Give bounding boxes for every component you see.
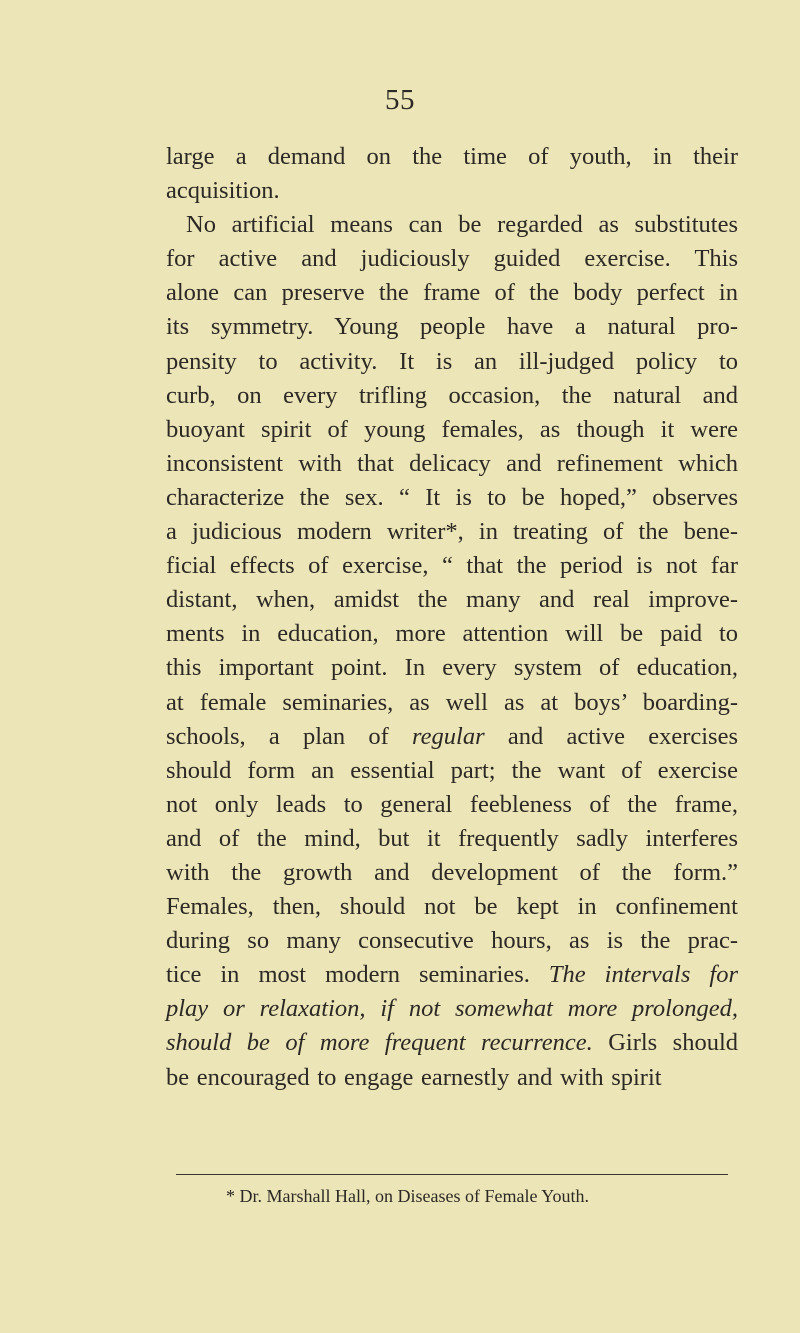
footnote: * Dr. Marshall Hall, on Diseases of Female Youth. [226,1186,589,1206]
text-run: alone can preserve the frame of the body perfect in [166,279,738,307]
text-run: acquisition. [166,177,280,205]
text-run: not only leads to general feebleness of the frame, [166,790,738,818]
text-line [166,1061,738,1095]
text-line [166,583,738,617]
italic-text: should be of more frequent recurrence. [166,1029,593,1057]
text-run: ments in education, more attention will be paid to [166,620,738,648]
text-line [166,958,738,992]
text-line [166,140,738,174]
text-run: during so many consecutive hours, as is the prac- [166,927,738,955]
text-line [166,481,738,515]
text-line [166,617,738,651]
text-run: large a demand on the time of youth, in their [166,143,738,170]
text-run: Girls should [592,1029,738,1057]
text-run: for active and judiciously guided exercise. This [166,245,738,273]
page-number: 55 [385,84,415,116]
text-line [166,924,738,958]
text-run: pensity to activity. It is an ill-judged policy to [166,347,738,375]
footnote-rule [176,1174,728,1175]
italic-text: regular [412,722,485,750]
text-line [166,992,738,1026]
text-run: with the growth and development of the form.” [166,858,738,886]
text-run: its symmetry. Young people have a natural pro- [166,313,738,341]
text-line [166,208,738,242]
text-line [166,822,738,856]
text-run: a judicious modern writer*, in treating of the bene- [166,518,738,546]
text-run: be encouraged to engage earnestly and with spirit [166,1063,662,1091]
text-run: and active exercises [484,722,738,750]
text-line [166,242,738,276]
text-run: inconsistent with that delicacy and refinement which [166,449,738,477]
text-line [166,1026,738,1060]
text-run: Females, then, should not be kept in confinement [166,893,738,921]
text-line [166,856,738,890]
text-line [166,447,738,481]
text-run: characterize the sex. “ It is to be hoped,” observes [166,483,738,511]
text-run: should form an essential part; the want of exercise [166,756,738,784]
text-line [166,890,738,924]
text-line [166,379,738,413]
text-run: tice in most modern seminaries. [166,961,549,989]
text-line [166,788,738,822]
italic-text: The intervals for [548,961,738,989]
text-line [166,310,738,344]
text-run: No artificial means can be regarded as substitutes [186,211,738,239]
text-run: buoyant spirit of young females, as though it were [166,415,738,443]
text-line [166,720,738,754]
body-text [166,140,738,1095]
text-run: distant, when, amidst the many and real improve- [166,586,738,614]
text-run: ficial effects of exercise, “ that the period is not far [166,552,738,580]
text-line [166,754,738,788]
text-run: curb, on every trifling occasion, the natural and [166,381,738,409]
text-line [166,174,738,208]
italic-text: play or relaxation, if not somewhat more prolonged, [166,995,738,1023]
text-run: schools, a plan of [166,722,413,750]
text-line [166,345,738,379]
text-run: this important point. In every system of education, [166,654,738,682]
text-line [166,549,738,583]
text-line [166,413,738,447]
text-run: and of the mind, but it frequently sadly interferes [166,824,738,852]
text-line [166,276,738,310]
text-run: at female seminaries, as well as at boys’ boarding- [166,688,738,716]
text-line [166,515,738,549]
text-line [166,686,738,720]
text-line [166,651,738,685]
